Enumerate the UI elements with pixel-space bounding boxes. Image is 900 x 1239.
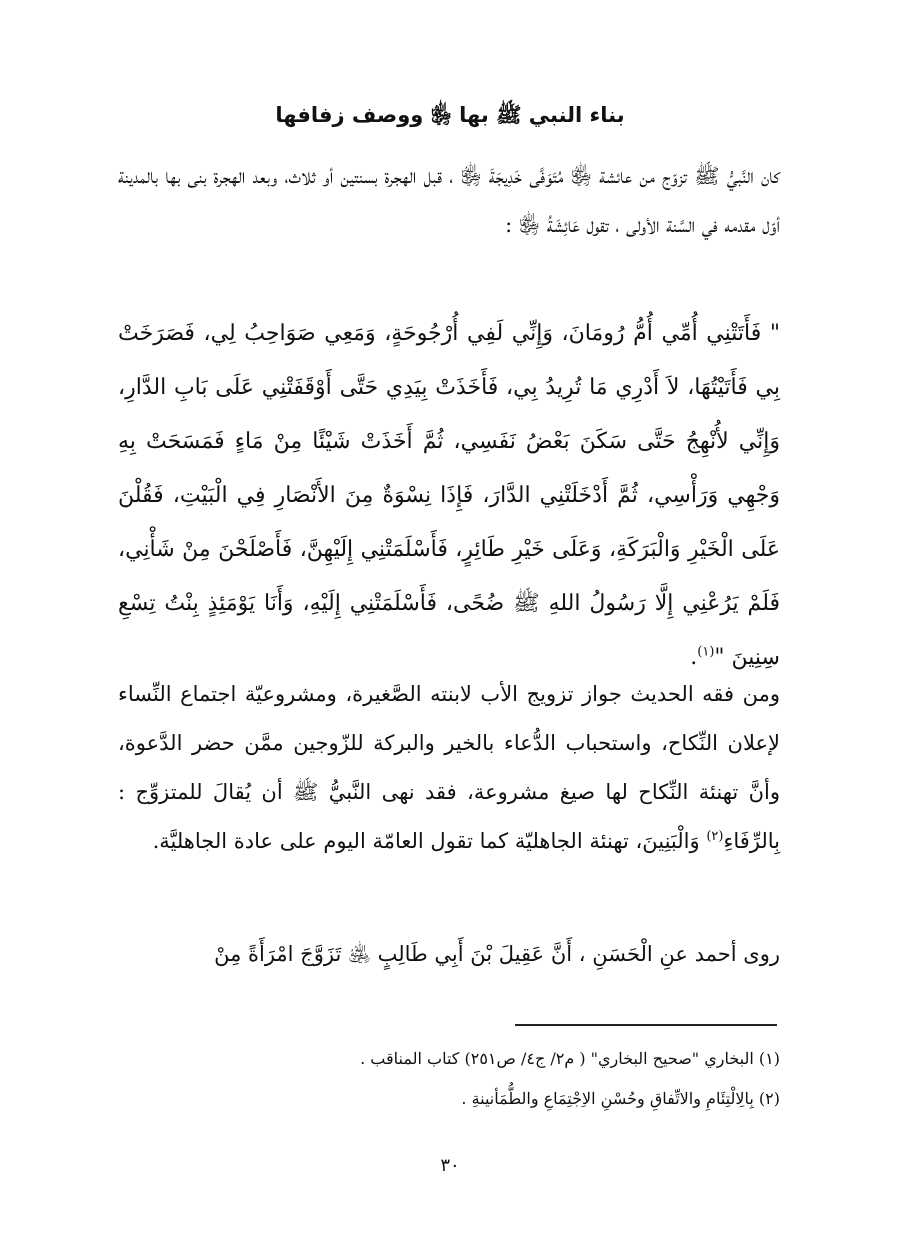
hadith-text: " فَأَتَتْنِي أُمِّي أُمُّ رُومَانَ، وَإِنِّي لَفِي أُرْجُوحَةٍ، وَمَعِي صَوَاحِبُ لِي، فَصَرَخَتْ بِي فَأَتَيْتُهَا، لاَ أَدْرِي مَا تُرِيدُ بِي، فَأَخَذَتْ بِيَدِي حَتَّى أَوْقَفَتْنِي عَلَى بَابِ الدَّارِ، وَإِنِّي لأُنْهِجُ حَتَّى سَكَنَ بَعْضُ نَفَسِي، ثُمَّ أَخَذَتْ شَيْئًا مِنْ مَاءٍ فَمَسَحَتْ بِهِ وَجْهِي وَرَأْسِي، ثُمَّ أَدْخَلَتْنِي الدَّارَ، فَإِذَا نِسْوَةٌ مِنَ الأَنْصَارِ فِي الْبَيْتِ، فَقُلْنَ عَلَى الْخَيْرِ وَالْبَرَكَةِ، وَعَلَى خَيْرِ طَائِرٍ، فَأَسْلَمَتْنِي إِلَيْهِنَّ، فَأَصْلَحْنَ مِنْ شَأْنِي، فَلَمْ يَرُعْنِي إِلَّا رَسُولُ اللهِ ﷺ ضُحًى، فَأَسْلَمَتْنِي إِلَيْهِ، وَأَنَا يَوْمَئِذٍ بِنْتُ تِسْعِ سِنِينَ " xyxy=(118,321,780,670)
footnote-ref-2: (٢) xyxy=(706,829,724,844)
fiqh-paragraph xyxy=(118,670,780,866)
page-number: ٣٠ xyxy=(440,1155,460,1176)
fiqh-text-part2: وَالْبَنِينَ، تهنئة الجاهليّة كما تقول العامّة اليوم على عادة الجاهليَّة. xyxy=(152,829,707,853)
intro-paragraph: كان النَّبيُّ ﷺ تزوّج من عائشة ﵂ مُتَوَفَّى خَدِيجَةَ ﵂ ، قبل الهجرة بسنتين أو ثلاث، وبعد الهجرة بنى بها بالمدينة أوّل مقدمه في السَّنة الأولى ، تقول عَائِشَةُ ﵂ : xyxy=(118,164,780,237)
hadith-quote xyxy=(118,307,780,685)
hadith-end: . xyxy=(690,645,698,670)
narration-paragraph: روى أحمد عنِ الْحَسَنِ ، أَنَّ عَقِيلَ بْنَ أَبِي طَالِبٍ ﵁ تَزَوَّجَ امْرَأَةً مِنْ xyxy=(214,942,780,966)
footnote-1: (١) البخاري "صحيح البخاري" ( م٢/ ج٤/ ص٢٥١) كتاب المناقب . xyxy=(360,1049,780,1068)
section-title: بناء النبي ﷺ بها ﵂ ووصف زفافها xyxy=(275,103,625,127)
footnote-ref-1: (١) xyxy=(697,644,715,660)
footnote-divider xyxy=(515,1024,777,1026)
fiqh-text-part1: ومن فقه الحديث جواز تزويج الأب لابنته الصَّغيرة، ومشروعيّة اجتماع النِّساء لإعلان النِّكاح، واستحباب الدُّعاء بالخير والبركة للزّوجين ممَّن حضر الدَّعوة، وأنَّ تهنئة النِّكاح لها صيغ مشروعة، فقد نهى النَّبيُّ ﷺ أن يُقالَ للمتزوِّج : بِالرِّفَاءِ xyxy=(118,682,780,853)
footnote-2: (٢) بِالِالْتِئَامِ والاتِّفاقِ وحُسْنِ الاِجْتِمَاعِ والطُّمَأنينةِ . xyxy=(461,1089,780,1108)
